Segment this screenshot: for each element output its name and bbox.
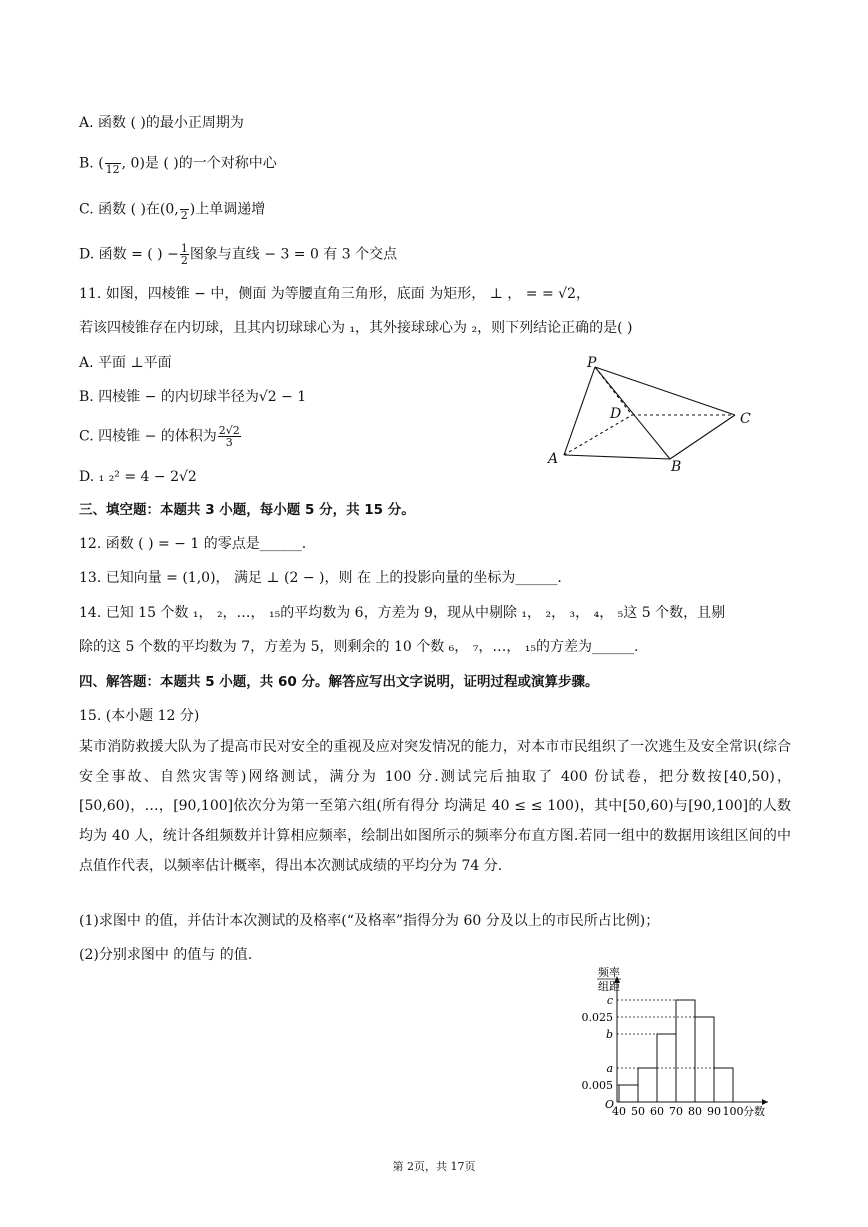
y-tick-label: c (606, 994, 613, 1007)
x-tick-label: 90 (707, 1105, 721, 1118)
q15-part1: (1)求图中 的值，并估计本次测试的及格率(“及格率”指得分为 60 分及以上的市民所占比例)； (79, 913, 660, 929)
q10-option-d (79, 243, 397, 266)
x-tick-label: 100 (722, 1105, 744, 1118)
q10-option-d-suffix: 图象与直线 − 3 = 0 有 3 个交点 (189, 246, 398, 263)
q13-text: 13. 已知向量 = (1,0)， 满足 ⊥ (2 − )，则 在 上的投影向量的坐标为______. (79, 570, 562, 586)
x-tick-label: 70 (669, 1105, 683, 1118)
label-a: A (548, 451, 559, 467)
q15-heading: 15. (本小题 12 分) (79, 708, 200, 724)
q11-option-b-text: B. 四棱锥 − 的内切球半径为 (79, 389, 259, 405)
q10-option-d-denominator: 2 (180, 254, 188, 267)
y-tick-label: b (605, 1028, 613, 1041)
q11-option-b (79, 387, 306, 407)
page-footer: 第 2页，共 17页 (392, 1160, 476, 1173)
q10-option-d-prefix: D. 函数 = ( ) − (79, 246, 179, 263)
x-tick-label: 60 (650, 1105, 664, 1118)
q10-option-c-fraction (180, 198, 189, 221)
edge-ad-hidden (564, 415, 632, 455)
origin-label: O (605, 1098, 615, 1111)
x-tick-label: 40 (612, 1105, 626, 1118)
histogram-bar (638, 1068, 657, 1102)
q10-option-c-suffix: )上单调递增 (189, 201, 266, 218)
q10-option-d-numerator: 1 (180, 242, 188, 255)
edge-pb (595, 367, 670, 459)
edge-pa (564, 367, 595, 455)
q12-text: 12. 函数 ( ) = − 1 的零点是______. (79, 536, 307, 552)
q10-option-b (79, 152, 277, 175)
q11-option-c (79, 425, 242, 448)
x-axis-label: 分数 (743, 1105, 765, 1118)
y-tick-label: 0.005 (581, 1079, 613, 1092)
label-p: P (587, 355, 597, 371)
q10-option-b-prefix: B. ( (79, 155, 104, 172)
histogram-bar (695, 1017, 714, 1102)
section-3-heading: 三、填空题：本题共 3 小题，每小题 5 分，共 15 分。 (79, 502, 415, 518)
q10-option-a: A. 函数 ( )的最小正周期为 (79, 115, 244, 131)
histogram-bar (714, 1068, 733, 1102)
q10-option-b-denominator: 12 (105, 163, 120, 176)
q14-line2: 除的这 5 个数的平均数为 7，方差为 5，则剩余的 10 个数 ₆， ₇，…， ₁₅的方差为______. (79, 639, 639, 655)
q10-option-b-fraction (105, 152, 121, 175)
x-tick-label: 80 (688, 1105, 702, 1118)
edge-bc (670, 415, 735, 459)
q11-option-c-fraction (218, 425, 241, 448)
y-axis-label-bottom: 组距 (598, 980, 620, 993)
q10-option-c (79, 198, 265, 221)
q10-option-d-fraction (180, 243, 189, 266)
edge-ab (564, 455, 670, 459)
q11-option-c-text: C. 四棱锥 − 的体积为 (79, 428, 217, 445)
y-tick-label: 0.025 (581, 1011, 613, 1024)
section-4-heading: 四、解答题：本题共 5 小题，共 60 分。解答应写出文字说明，证明过程或演算步骤。 (79, 674, 599, 690)
q11-option-d: D. ₁ ₂² = 4 − 2√2 (79, 469, 197, 485)
frequency-histogram (555, 962, 795, 1122)
histogram-bar (676, 1000, 695, 1102)
histogram-bar (619, 1085, 638, 1102)
q15-part2: (2)分别求图中 的值与 的值. (79, 947, 253, 963)
pyramid-figure (540, 355, 760, 480)
label-d: D (610, 406, 622, 422)
y-tick-label: a (606, 1062, 613, 1075)
q11-option-c-numerator: 2√2 (218, 424, 240, 437)
label-b: B (671, 459, 682, 475)
q14-line1: 14. 已知 15 个数 ₁， ₂，…， ₁₅的平均数为 6，方差为 9，现从中剔除 ₁， ₂， ₃， ₄， ₅这 5 个数，且剔 (79, 605, 726, 621)
q10-option-c-denominator: 2 (180, 209, 188, 222)
q15-body: 某市消防救援大队为了提高市民对安全的重视及应对突发情况的能力，对本市市民组织了一次逃生及安全常识(综合安全事故、自然灾害等)网络测试，满分为 100 分.测试完后抽取了 400 份试卷，把分数按[40,50)，[50,60)，…，[90,100]依次分为第一至第六组(所有得分 均满足 40 ≤ ≤ 100)，其中[50,60)与[90,100]的人数均为 40 人，统计各组频数并计算相应频率，绘制出如图所示的频率分布直方图.若同一组中的数据用该组区间的中点值作代表，以频率估计概率，得出本次测试成绩的平均分为 74 分. (79, 739, 791, 874)
q11-option-c-denominator: 3 (225, 436, 233, 449)
q11-stem-line1: 11. 如图，四棱锥 − 中，侧面 为等腰直角三角形，底面 为矩形， ⊥ ， = = √2， (79, 286, 590, 302)
q10-option-c-prefix: C. 函数 ( )在(0, (79, 201, 179, 218)
q11-stem-line2: 若该四棱锥存在内切球，且其内切球球心为 ₁，其外接球球心为 ₂，则下列结论正确的是( ) (79, 320, 633, 336)
q11-option-b-math: √2 − 1 (258, 389, 307, 405)
q10-option-b-suffix: , 0)是 ( )的一个对称中心 (121, 155, 277, 172)
label-c: C (740, 411, 751, 427)
q11-option-a: A. 平面 ⊥平面 (79, 355, 172, 371)
x-tick-label: 50 (631, 1105, 645, 1118)
y-axis-label-top: 频率 (598, 966, 620, 979)
